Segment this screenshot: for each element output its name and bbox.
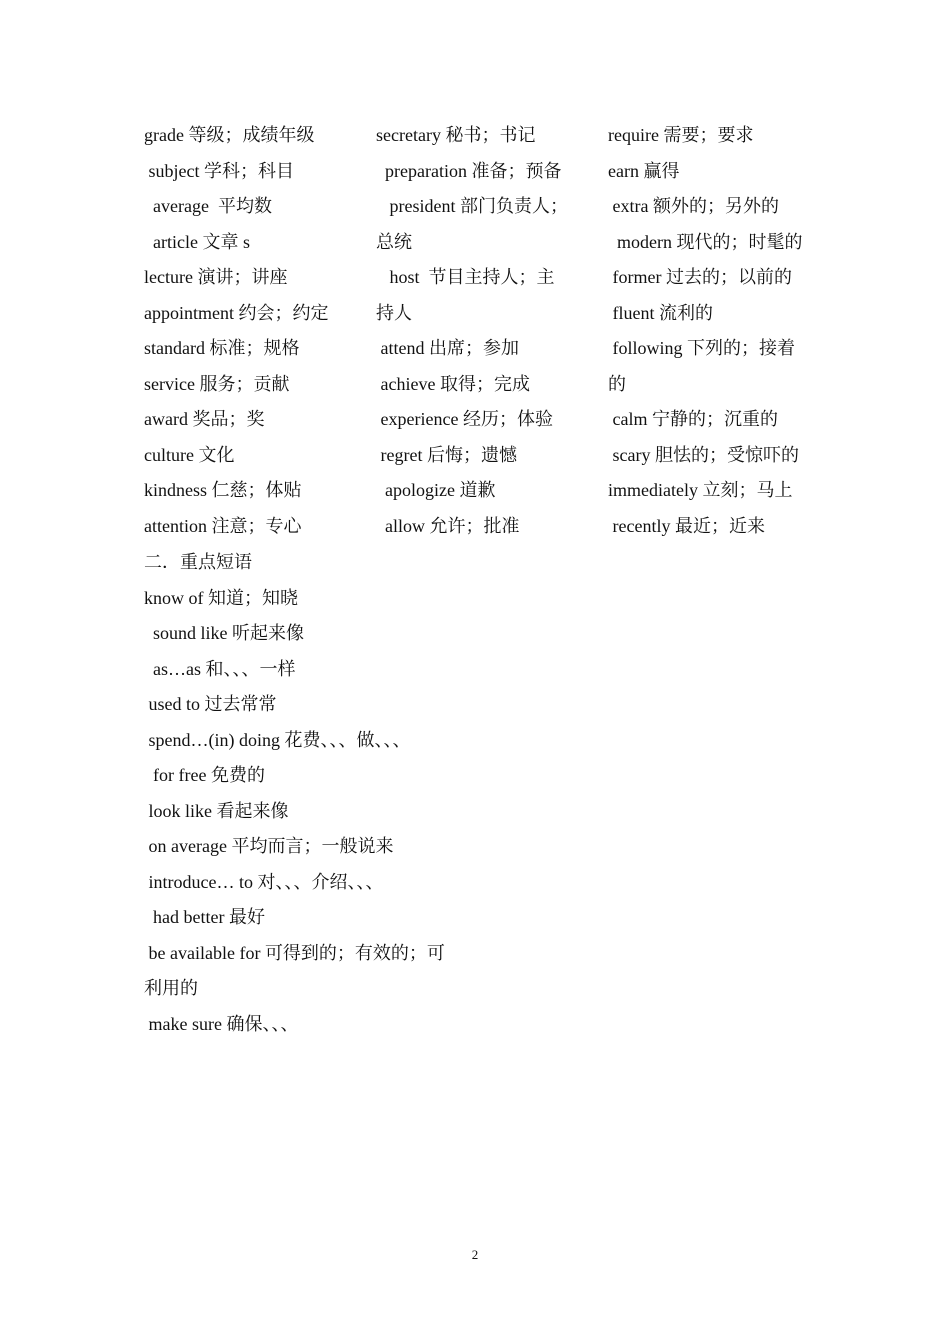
vocab-line: earn 赢得 xyxy=(608,160,680,181)
vocab-line: regret 后悔；遗憾 xyxy=(376,444,517,465)
vocab-line: modern 现代的；时髦的 xyxy=(608,231,803,252)
vocab-line: require 需要；要求 xyxy=(608,125,754,145)
phrase-line: as…as 和、、、一样 xyxy=(144,658,296,679)
vocab-line: apologize 道歉 xyxy=(376,480,496,500)
phrase-line: look like 看起来像 xyxy=(144,800,289,821)
vocab-line: 持人 xyxy=(376,302,412,323)
vocab-line: culture 文化 xyxy=(144,444,235,465)
vocab-line: lecture 演讲；讲座 xyxy=(144,267,288,287)
phrase-line: on average 平均而言；一般说来 xyxy=(144,836,394,856)
vocab-column-2 xyxy=(376,118,586,544)
section-heading: 二．重点短语 xyxy=(144,552,252,572)
vocab-line: article 文章 s xyxy=(144,231,250,252)
vocab-line: 的 xyxy=(608,373,626,394)
vocab-line: preparation 准备；预备 xyxy=(376,160,562,181)
vocab-line: former 过去的；以前的 xyxy=(608,267,792,287)
vocab-line: experience 经历；体验 xyxy=(376,409,553,429)
vocab-line: standard 标准；规格 xyxy=(144,338,300,358)
vocab-line: scary 胆怯的；受惊吓的 xyxy=(608,444,799,465)
vocab-line: host 节目主持人；主 xyxy=(376,267,555,287)
phrase-line: used to 过去常常 xyxy=(144,694,277,714)
phrase-line: be available for 可得到的；有效的；可 xyxy=(144,942,445,963)
vocab-line: achieve 取得；完成 xyxy=(376,373,530,394)
vocab-line: allow 允许；批准 xyxy=(376,515,520,536)
vocab-line: immediately 立刻；马上 xyxy=(608,480,793,500)
vocab-line: kindness 仁慈；体贴 xyxy=(144,480,302,500)
phrase-line: had better 最好 xyxy=(144,907,265,927)
phrase-line: introduce… to 对、、、介绍、、、 xyxy=(144,871,384,892)
vocab-line: appointment 约会；约定 xyxy=(144,302,329,323)
vocab-column-3 xyxy=(608,118,818,544)
vocab-line: grade 等级；成绩年级 xyxy=(144,125,315,145)
vocab-line: following 下列的；接着 xyxy=(608,338,795,358)
vocab-line: recently 最近；近来 xyxy=(608,515,765,536)
vocab-line: extra 额外的；另外的 xyxy=(608,196,779,216)
vocab-line: secretary 秘书；书记 xyxy=(376,125,536,145)
vocab-line: fluent 流利的 xyxy=(608,302,713,323)
phrase-line: 利用的 xyxy=(144,978,198,998)
vocab-column-1 xyxy=(144,118,364,544)
phrase-line: sound like 听起来像 xyxy=(144,623,304,643)
key-phrases-section xyxy=(144,545,484,1042)
phrase-line: for free 免费的 xyxy=(144,765,265,785)
vocab-line: 总统 xyxy=(376,231,412,252)
vocab-line: average 平均数 xyxy=(144,196,272,216)
vocab-line: subject 学科；科目 xyxy=(144,160,294,181)
vocab-line: attention 注意；专心 xyxy=(144,515,302,536)
vocab-line: attend 出席；参加 xyxy=(376,338,519,358)
phrase-line: make sure 确保、、、 xyxy=(144,1013,299,1034)
vocab-line: calm 宁静的；沉重的 xyxy=(608,409,778,429)
page-number: 2 xyxy=(471,1247,479,1262)
phrase-line: know of 知道；知晓 xyxy=(144,587,298,608)
phrase-line: spend…(in) doing 花费、、、做、、、 xyxy=(144,729,411,750)
vocab-line: president 部门负责人； xyxy=(376,196,568,216)
vocab-line: service 服务；贡献 xyxy=(144,373,290,394)
vocab-line: award 奖品；奖 xyxy=(144,409,265,429)
